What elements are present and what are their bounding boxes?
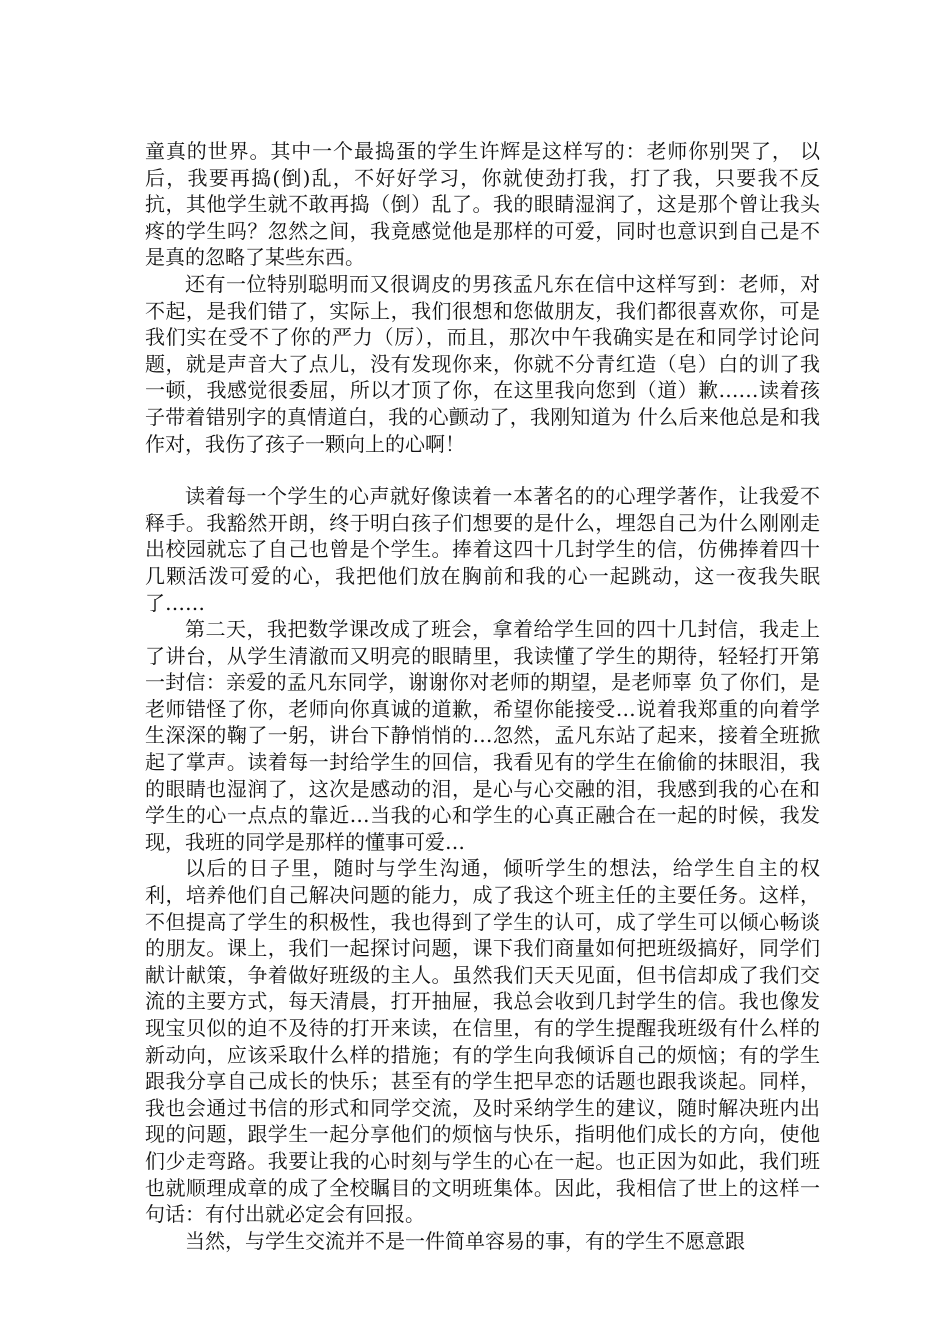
paragraph-2: 还有一位特别聪明而又很调皮的男孩孟凡东在信中这样写到：老师，对不起，是我们错了，实际上，我们很想和您做朋友，我们都很喜欢你，可是我们实在受不了你的严力（厉），而且，那次中午我确实是在和同学讨论问题，就是声音大了点儿，没有发现你来，你就不分青红造（皂）白的训了我一顿，我感觉很委屈，所以才顶了你，在这里我向您到（道）歉……读着孩子带着错别字的真情道白，我的心颤动了，我刚知道为 什么后来他总是和我作对，我伤了孩子一颗向上的心啊！ bbox=[145, 271, 820, 456]
paragraph-5: 以后的日子里，随时与学生沟通，倾听学生的想法，给学生自主的权利，培养他们自己解决问题的能力，成了我这个班主任的主要任务。这样，不但提高了学生的积极性，我也得到了学生的认可，成了学生可以倾心畅谈的朋友。课上，我们一起探讨问题，课下我们商量如何把班级搞好，同学们献计献策，争着做好班级的主人。虽然我们天天见面，但书信却成了我们交流的主要方式，每天清晨，打开抽屉，我总会收到几封学生的信。我也像发现宝贝似的迫不及待的打开来读，在信里，有的学生提醒我班级有什么样的新动向，应该采取什么样的措施；有的学生向我倾诉自己的烦恼；有的学生跟我分享自己成长的快乐；甚至有的学生把早恋的话题也跟我谈起。同样，我也会通过书信的形式和同学交流，及时采纳学生的建议，随时解决班内出现的问题，跟学生一起分享他们的烦恼与快乐，指明他们成长的方向，使他们少走弯路。我要让我的心时刻与学生的心在一起。也正因为如此，我们班也就顺理成章的成了全校瞩目的文明班集体。因此，我相信了世上的这样一句话：有付出就必定会有回报。 bbox=[145, 856, 820, 1227]
paragraph-3: 读着每一个学生的心声就好像读着一本著名的的心理学著作，让我爱不释手。我豁然开朗，终于明白孩子们想要的是什么，埋怨自己为什么刚刚走出校园就忘了自己也曾是个学生。捧着这四十几封学生的信，仿佛捧着四十几颗活泼可爱的心，我把他们放在胸前和我的心一起跳动，这一夜我失眠了…… bbox=[145, 484, 820, 615]
document-page bbox=[145, 138, 820, 1254]
paragraph-gap bbox=[145, 457, 820, 483]
paragraph-6: 当然，与学生交流并不是一件简单容易的事，有的学生不愿意跟 bbox=[185, 1228, 745, 1253]
paragraph-4: 第二天，我把数学课改成了班会，拿着给学生回的四十几封信，我走上了讲台，从学生清澈而又明亮的眼睛里，我读懂了学生的期待，轻轻打开第一封信：亲爱的孟凡东同学，谢谢你对老师的期望，是老师辜 负了你们，是老师错怪了你，老师向你真诚的道歉，希望你能接受…说着我郑重的向着学生深深的鞠了一躬，讲台下静悄悄的…忽然，孟凡东站了起来，接着全班掀起了掌声。读着每一封给学生的回信，我看见有的学生在偷偷的抹眼泪，我的眼睛也湿润了，这次是感动的泪，是心与心交融的泪，我感到我的心在和学生的心一点点的靠近…当我的心和学生的心真正融合在一起的时候，我发现，我班的同学是那样的懂事可爱… bbox=[145, 617, 820, 854]
paragraph-1: 童真的世界。其中一个最捣蛋的学生许辉是这样写的：老师你别哭了， 以后，我要再捣(倒)乱，不好好学习，你就使劲打我，打了我，只要我不反抗，其他学生就不敢再捣（倒）乱了。我的眼睛湿润了，这是那个曾让我头疼的学生吗？忽然之间，我竟感觉他是那样的可爱，同时也意识到自己是不是真的忽略了某些东西。 bbox=[145, 139, 820, 270]
